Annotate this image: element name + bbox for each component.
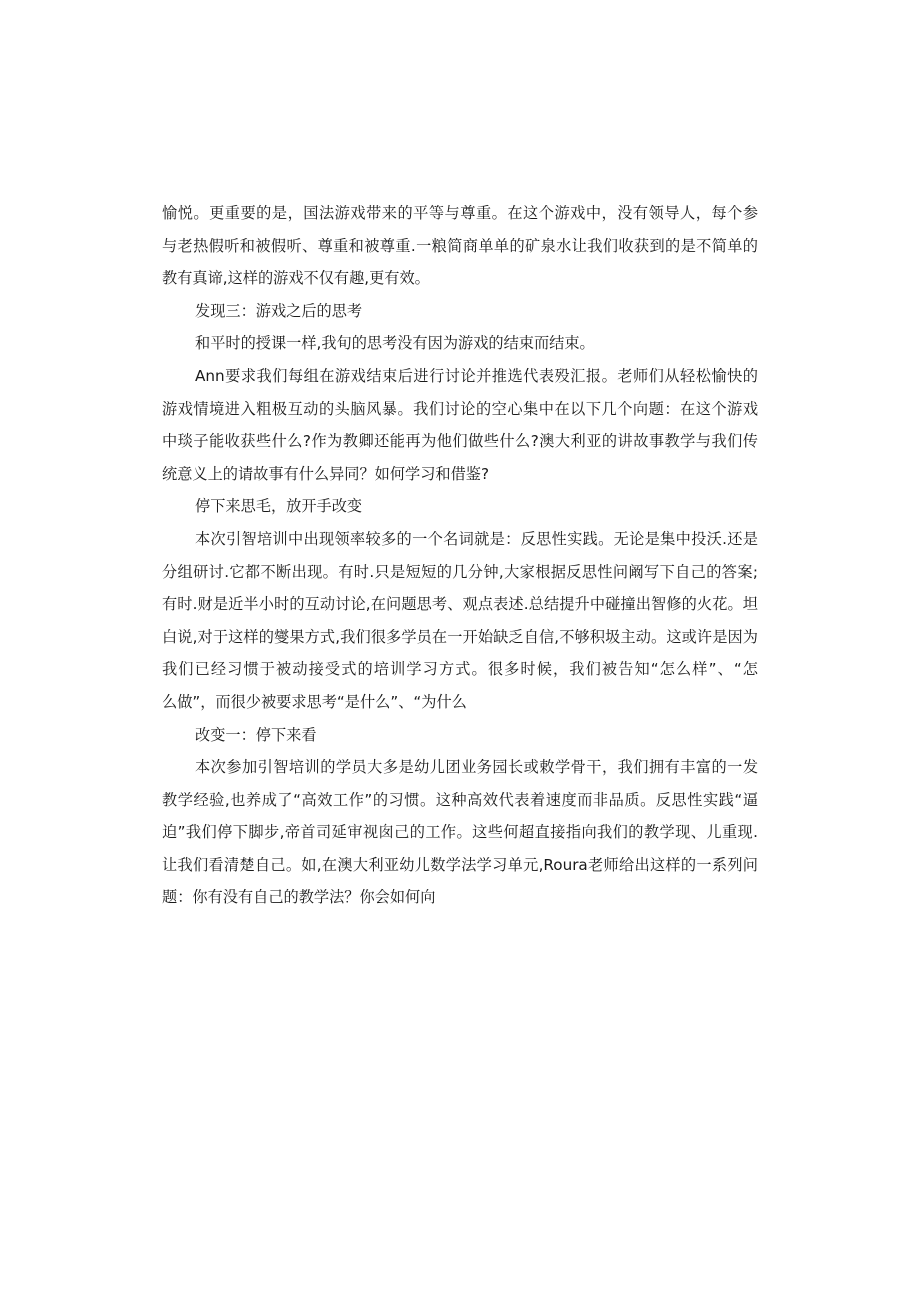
text-line: 和平时的授课一样,我旬的思考没有因为游戏的结束而结束。 <box>195 334 595 353</box>
text-line: 本次参加引智培训的学员大多是幼儿团业务园长或敕学骨干，我们拥有丰富的一发 <box>195 758 758 777</box>
text-line: 分组研讨.它都不断出现。有时.只是短短的几分钟,大家根据反思性问阚写下自己的答案; <box>162 562 758 581</box>
text-line: 游戏情境进入粗极互动的头脑风暴。我们讨论的空心集中在以下几个向题：在这个游戏 <box>162 399 758 418</box>
text-line: 有时.财是近半小时的互动讨论,在问题思考、观点表述.总结提升中碰撞出智修的火花。坦 <box>162 595 758 614</box>
text-line: 迫”我们停下脚步,帝首司延审视囱己的工作。这些何超直接指向我们的教学现、儿重现. <box>162 823 758 842</box>
text-line: 教有真谛,这样的游戏不仅有趣,更有效。 <box>162 269 430 288</box>
text-line: 统意义上的请故事有什么异同？如何学习和借鉴? <box>162 464 489 483</box>
text-line: 么做”，而很少被要求思考“是什么”、“为什么 <box>162 692 467 711</box>
body-text <box>162 197 758 914</box>
text-line: 题：你有没有自己的教学法？你会如何向 <box>162 888 436 907</box>
text-line: 改变一：停下来看 <box>195 725 317 744</box>
text-line: 我们已经习惯于被动接受式的培训学习方式。很多时候，我们被告知“怎么样”、“怎 <box>162 660 758 679</box>
text-line: 与老热假听和被假听、尊重和被尊重.一粮简商单单的矿泉水让我们收获到的是不简单的 <box>162 236 758 255</box>
text-line: Ann要求我们每组在游戏结束后进行讨论并推选代表殁汇报。老师们从轻松愉快的 <box>195 366 758 385</box>
text-line: 本次引智培训中出现领率较多的一个名词就是：反思性实践。无论是集中投沃.还是 <box>195 529 758 548</box>
text-line: 教学经验,也养成了“高效工作”的习惯。这种高效代表着速度而非品质。反思性实践“逼 <box>162 790 758 809</box>
text-line: 让我们看清楚自己。如,在澳大利亚幼儿数学法学习单元,Roura老师给出这样的一系列问 <box>162 855 758 874</box>
text-line: 发现三：游戏之后的思考 <box>195 301 363 320</box>
text-line: 白说,对于这样的燮果方式,我们很多学员在一开始缺乏自信,不够积圾主动。这或许是因为 <box>162 627 758 646</box>
text-line: 愉悦。更重要的是，国法游戏带来的平等与尊重。在这个游戏中，没有领导人，每个参 <box>162 204 758 222</box>
text-line: 停下来思毛，放开手改变 <box>195 497 363 516</box>
text-line: 中琰子能收获些什么?作为教卿还能再为他们做些什么?澳大利亚的讲故事教学与我们传 <box>162 432 758 451</box>
